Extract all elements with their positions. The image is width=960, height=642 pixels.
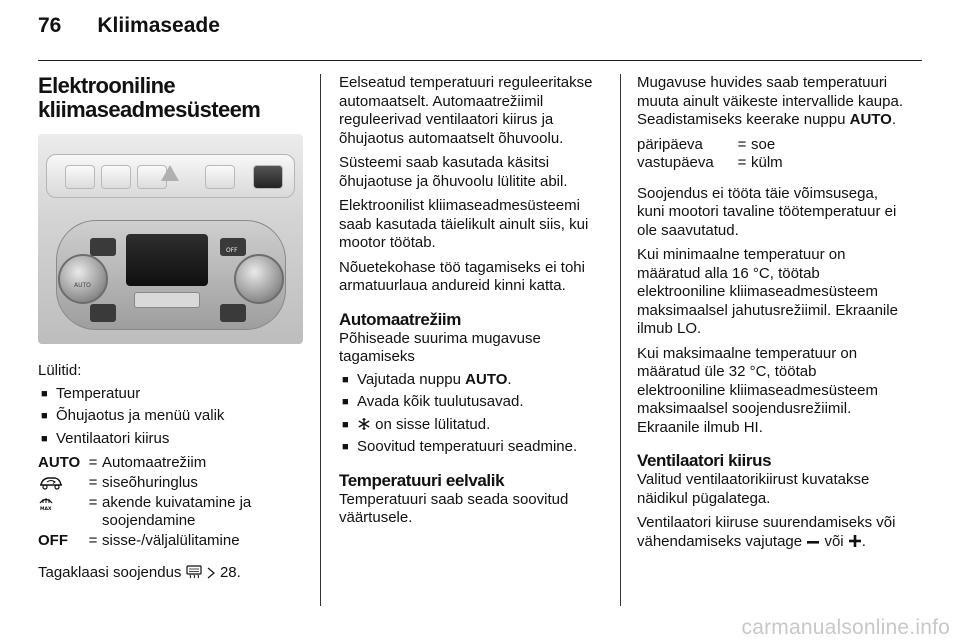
paragraph: Ventilaatori kiiruse suurendamiseks või vähendamiseks vajutage või . bbox=[637, 514, 896, 550]
svg-text:MAX: MAX bbox=[40, 507, 52, 512]
table-row: = siseõhuringlus bbox=[38, 474, 306, 494]
switches-list bbox=[38, 385, 306, 449]
list-item: ■ Soovitud temperatuuri seadmine. bbox=[339, 438, 607, 457]
paragraph: Nõuetekohase töö tagamiseks ei tohi armatuurlaua andureid kinni katta. bbox=[339, 258, 585, 294]
list-item: ■ Õhujaotus ja menüü valik bbox=[38, 407, 306, 426]
column-divider bbox=[620, 74, 621, 606]
rear-window-heating-ref: Tagaklaasi soojendus 28. bbox=[38, 564, 241, 581]
paragraph: Mugavuse huvides saab temperatuuri muuta ainult väikeste intervallide kaupa. Seadistamiseks keerake nuppu AUTO. bbox=[637, 74, 903, 128]
paragraph: Süsteemi saab kasutada käsitsi õhujaotuse ja õhuvoolu lülitite abil. bbox=[339, 154, 568, 190]
paragraph: Põhiseade suurima mugavuse tagamiseks bbox=[339, 329, 541, 365]
climate-control-panel-image: OFF AUTO bbox=[38, 134, 303, 344]
subsection-title-temperature: Temperatuuri eelvalik bbox=[339, 470, 505, 490]
paragraph: Temperatuuri saab seada soovitud väärtusele. bbox=[339, 490, 569, 526]
paragraph: Elektroonilist kliimaseadmesüsteemi saab kasutada täielikult ainult siis, kui mootor töötab. bbox=[339, 197, 589, 251]
list-item: ■ on sisse lülitatud. bbox=[339, 416, 607, 435]
reference-arrow-icon bbox=[206, 567, 216, 579]
header-rule bbox=[38, 60, 922, 61]
watermark: carmanualsonline.info bbox=[741, 616, 950, 639]
max-defrost-icon bbox=[38, 495, 54, 511]
subsection-title-auto: Automaatrežiim bbox=[339, 309, 461, 329]
hazard-icon bbox=[161, 165, 179, 181]
rear-window-heating-icon bbox=[186, 565, 202, 579]
fan-speed-bar bbox=[134, 292, 200, 308]
column-divider bbox=[320, 74, 321, 606]
switches-label: Lülitid: bbox=[38, 362, 82, 379]
auto-steps-list bbox=[339, 371, 607, 457]
column-1 bbox=[38, 74, 306, 589]
paragraph: Kui maksimaalne temperatuur on määratud üle 32 °C, töötab elektrooniline kliimaseadmesüsteem maksimaalsel soojendusrežiimil. Ekraanile ilmub HI. bbox=[637, 344, 878, 436]
section-title: Elektrooniline kliimaseadmesüsteem bbox=[38, 73, 261, 122]
recirculation-icon bbox=[38, 476, 64, 490]
table-row: MAX = akende kuivatamine ja soojendamine bbox=[40, 494, 252, 529]
paragraph: Eelseatud temperatuuri reguleeritakse automaatselt. Automaatrežiimil reguleerivad ventilaatori kiirus ja õhujaotus automaatselt õhuvoolu. bbox=[339, 74, 593, 147]
paragraph: Soojendus ei tööta täie võimsusega, kuni mootori tavaline töötemperatuur ei ole saavutatud. bbox=[637, 184, 897, 239]
plus-icon bbox=[848, 534, 862, 548]
list-item: ■ Vajutada nuppu AUTO. bbox=[339, 371, 607, 390]
ac-snowflake-icon bbox=[357, 417, 371, 431]
subsection-title-fan: Ventilaatori kiirus bbox=[637, 451, 772, 470]
panel-display bbox=[126, 234, 208, 286]
list-item: ■ Temperatuur bbox=[38, 385, 306, 404]
fan-speed-knob bbox=[234, 254, 284, 304]
page-header bbox=[38, 14, 220, 54]
definitions-table bbox=[38, 454, 306, 552]
column-3 bbox=[637, 74, 907, 557]
panel-top-button-row bbox=[46, 154, 295, 198]
table-row: AUTO = Automaatrežiim bbox=[38, 454, 207, 471]
table-row: OFF = sisse-/väljalülitamine bbox=[38, 532, 240, 549]
page-number: 76 bbox=[38, 14, 62, 37]
list-item: ■ Avada kõik tuulutusavad. bbox=[339, 393, 607, 412]
chapter-title: Kliimaseade bbox=[97, 14, 220, 37]
table-row: vastupäeva = külm bbox=[637, 154, 783, 171]
table-row: päripäeva = soe bbox=[637, 135, 776, 153]
list-item: ■ Ventilaatori kiirus bbox=[38, 430, 306, 449]
paragraph: Valitud ventilaatorikiirust kuvatakse näidikul pügalatega. bbox=[637, 471, 870, 507]
minus-icon bbox=[806, 536, 820, 548]
direction-table bbox=[637, 136, 783, 173]
paragraph: Kui minimaalne temperatuur on määratud alla 16 °C, töötab elektrooniline kliimaseadmesüsteem maksimaalsel jahutusrežiimil. Ekraanile ilmub LO. bbox=[637, 246, 898, 337]
column-2 bbox=[339, 74, 607, 534]
